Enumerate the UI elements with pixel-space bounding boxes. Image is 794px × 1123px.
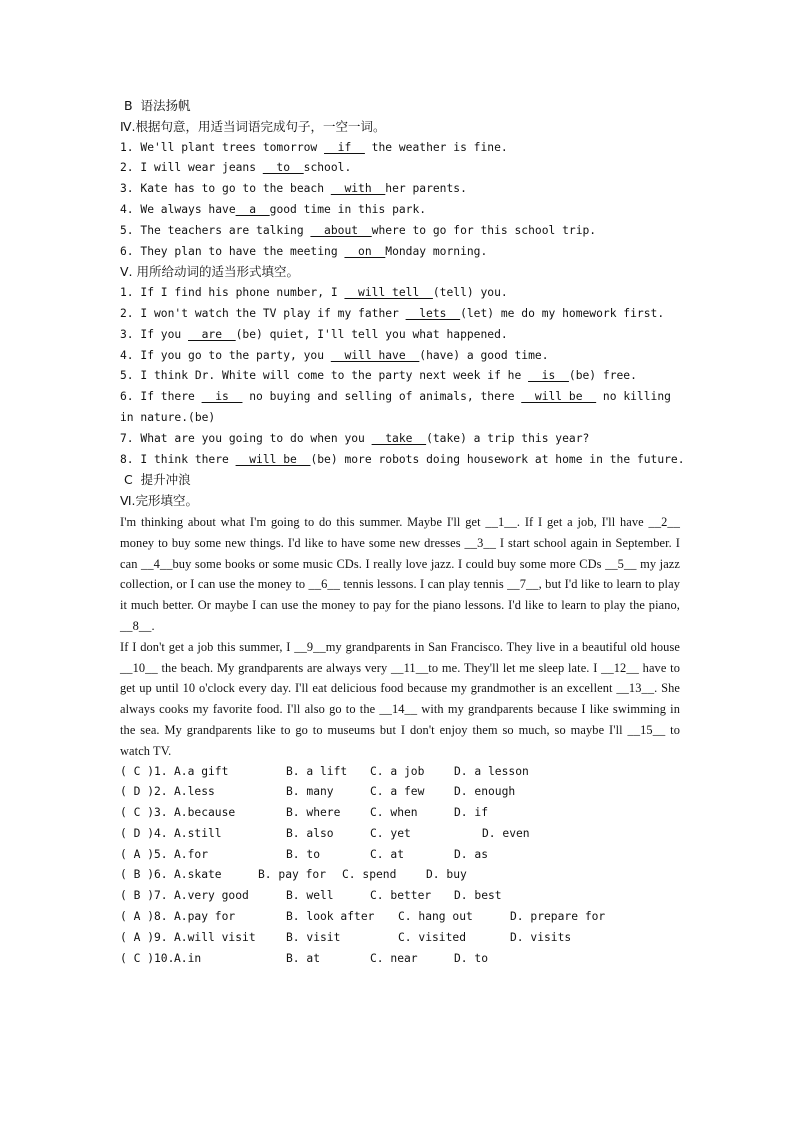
section-c-title: C 提升冲浪: [124, 472, 191, 488]
item-text: her parents.: [385, 182, 467, 196]
option-a: A.because: [174, 806, 236, 820]
part5-item: [120, 450, 685, 471]
option-row: [120, 928, 680, 949]
option-b: B. many: [286, 785, 334, 799]
answer-blank: __take__: [371, 431, 427, 445]
option-row: [120, 762, 680, 783]
part4-item: [120, 138, 680, 159]
option-c: C. hang out: [398, 910, 473, 924]
item-text: 1. If I find his phone number, I: [120, 286, 345, 300]
part5-item: [120, 304, 680, 325]
item-text: Monday morning.: [385, 244, 488, 258]
item-text: no buying and selling of animals, there: [242, 390, 522, 404]
part4-item: [120, 221, 680, 242]
option-c: C. yet: [370, 826, 411, 840]
item-text: 6. They plan to have the meeting: [120, 244, 345, 258]
part5-item: [120, 346, 680, 367]
option-a: A.very good: [174, 889, 249, 903]
option-b: B. a lift: [286, 764, 348, 778]
option-a: A.for: [174, 847, 209, 861]
answer-blank: __is__: [201, 390, 243, 404]
option-row: [120, 907, 680, 928]
option-d: D. visits: [510, 930, 572, 944]
item-text: (be) more robots doing housework at home in the future.: [310, 452, 685, 466]
item-text: 6. If there: [120, 390, 202, 404]
item-text: 2. I will wear jeans: [120, 161, 263, 175]
answer-blank: __to__: [262, 161, 304, 175]
part4-item: [120, 200, 680, 221]
option-b: B. where: [286, 806, 341, 820]
item-text: (let) me do my homework first.: [460, 306, 665, 320]
item-text: 5. I think Dr. White will come to the party next week if he: [120, 369, 529, 383]
part4-item: [120, 158, 680, 179]
item-text: 2. I won't watch the TV play if my father: [120, 306, 406, 320]
option-c: C. visited: [398, 930, 467, 944]
part5-item: [120, 429, 680, 450]
answer-blank: __will tell__: [344, 286, 433, 300]
option-answer: ( A )8.: [120, 910, 168, 924]
option-b: B. to: [286, 847, 321, 861]
option-b: B. visit: [286, 930, 341, 944]
option-answer: ( D )4.: [120, 826, 168, 840]
part4-list: [120, 138, 680, 263]
item-text: 4. We always have: [120, 202, 236, 216]
option-answer: ( A )5.: [120, 847, 168, 861]
part5-item: [120, 283, 680, 304]
option-row: [120, 865, 680, 886]
item-text: the weather is fine.: [364, 140, 508, 154]
option-a: A.less: [174, 785, 215, 799]
part6-heading: Ⅵ.完形填空。: [120, 493, 199, 509]
item-text: 4. If you go to the party, you: [120, 348, 331, 362]
item-text: (be) quiet, I'll tell you what happened.: [235, 327, 508, 341]
option-answer: ( C )3.: [120, 806, 168, 820]
option-answer: ( B )6.: [120, 868, 168, 882]
option-answer: ( B )7.: [120, 889, 168, 903]
option-d: D. prepare for: [510, 910, 606, 924]
option-c: C. a job: [370, 764, 425, 778]
option-d: D. even: [482, 826, 530, 840]
answer-blank: __is__: [528, 369, 569, 383]
option-answer: ( D )2.: [120, 785, 168, 799]
cloze-paragraph-1: I'm thinking about what I'm going to do this summer. Maybe I'll get __1__. If I get a job, I'll have __2__ money to buy some new things. I'd like to have some new dresses __3__ I start school again in September. I can __4__buy some books or some music CDs. I really love jazz. I could buy some more CDs __5__ my jazz collection, or I can use the money to __6__ tennis lessons. I can play tennis __7__, but I'd like to learn to play it much better. Or maybe I can use the money to pay for the piano lessons. I'd like to learn to play the piano, __8__.: [120, 514, 680, 633]
option-a: A.will visit: [174, 930, 256, 944]
option-answer: ( C )10.: [120, 951, 175, 965]
option-row: [120, 845, 680, 866]
option-c: C. better: [370, 889, 432, 903]
option-b: B. at: [286, 951, 321, 965]
part5-item: [120, 366, 680, 387]
option-d: D. buy: [426, 868, 467, 882]
item-text: 3. Kate has to go to the beach: [120, 182, 331, 196]
answer-blank: __with__: [330, 182, 386, 196]
option-b: B. also: [286, 826, 334, 840]
item-text: (take) a trip this year?: [426, 431, 590, 445]
item-text: no killing in nature.(be): [120, 390, 678, 424]
part5-list: [120, 283, 685, 470]
option-d: D. enough: [454, 785, 516, 799]
part5-item: [120, 387, 680, 429]
item-text: school.: [303, 161, 352, 175]
answer-blank: __if__: [324, 140, 365, 154]
option-row: [120, 886, 680, 907]
part5-heading: Ⅴ. 用所给动词的适当形式填空。: [120, 264, 299, 280]
option-a: A.a gift: [174, 764, 229, 778]
option-a: A.pay for: [174, 910, 236, 924]
part4-item: [120, 242, 680, 263]
answer-blank: __a__: [235, 202, 270, 216]
option-a: A.in: [174, 951, 202, 965]
answer-blank: __will be__: [521, 390, 597, 404]
option-a: A.skate: [174, 868, 222, 882]
section-b-title: B 语法扬帆: [124, 98, 191, 113]
option-answer: ( A )9.: [120, 930, 168, 944]
cloze-paragraph-2: If I don't get a job this summer, I __9__my grandparents in San Francisco. They live in a beautiful old house __10__ the beach. My grandparents are always very __11__to me. They'll let me sleep late. I __12__ have to get up until 10 o'clock every day. I'll eat delicious food because my grandmother is an excellent __13__. She always cooks my favorite food. I'll also go to the __14__ with my grandparents because I like swimming in the sea. My grandparents like to go to museums but I don't enjoy them so much, so maybe I'll __15__ to watch TV.: [120, 639, 680, 758]
option-c: C. a few: [370, 785, 425, 799]
answer-blank: __will be__: [235, 452, 311, 466]
item-text: 8. I think there: [120, 452, 236, 466]
answer-blank: __will have__: [330, 348, 420, 362]
option-answer: ( C )1.: [120, 764, 168, 778]
answer-blank: __are__: [188, 327, 236, 341]
option-c: C. when: [370, 806, 418, 820]
answer-blank: __about__: [310, 223, 372, 237]
item-text: (tell) you.: [432, 286, 508, 300]
item-text: (have) a good time.: [419, 348, 549, 362]
option-c: C. at: [370, 847, 405, 861]
option-c: C. near: [370, 951, 418, 965]
option-row: [120, 782, 680, 803]
part4-item: [120, 179, 680, 200]
item-text: where to go for this school trip.: [371, 223, 597, 237]
option-b: B. pay for: [258, 868, 327, 882]
option-c: C. spend: [342, 868, 397, 882]
worksheet-page: [120, 96, 685, 969]
option-d: D. to: [454, 951, 489, 965]
option-a: A.still: [174, 826, 222, 840]
item-text: 7. What are you going to do when you: [120, 431, 372, 445]
item-text: 3. If you: [120, 327, 189, 341]
option-d: D. best: [454, 889, 502, 903]
answer-blank: __lets__: [405, 306, 461, 320]
option-d: D. a lesson: [454, 764, 529, 778]
option-d: D. if: [454, 806, 489, 820]
item-text: good time in this park.: [269, 202, 427, 216]
option-row: [120, 949, 680, 970]
item-text: 1. We'll plant trees tomorrow: [120, 140, 325, 154]
option-row: [120, 824, 680, 845]
answer-blank: __on__: [344, 244, 386, 258]
part4-heading: Ⅳ.根据句意，用适当词语完成句子，一空一词。: [120, 118, 386, 134]
options-list: [120, 762, 680, 970]
item-text: 5. The teachers are talking: [120, 223, 311, 237]
option-b: B. well: [286, 889, 334, 903]
option-b: B. look after: [286, 910, 375, 924]
option-row: [120, 803, 680, 824]
item-text: (be) free.: [568, 369, 637, 383]
part5-item: [120, 325, 680, 346]
option-d: D. as: [454, 847, 489, 861]
